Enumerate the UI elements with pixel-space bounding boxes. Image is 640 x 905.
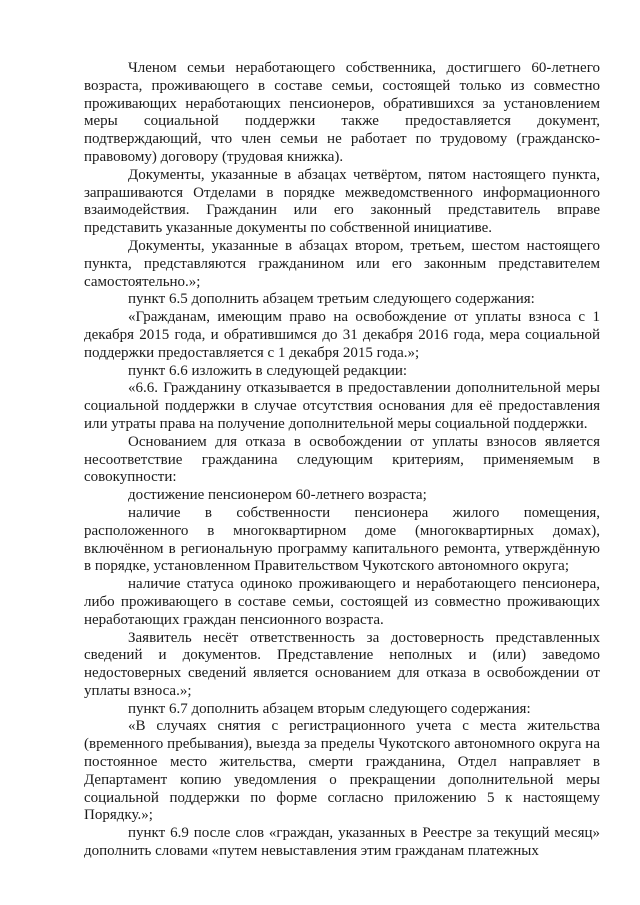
paragraph-11: наличие статуса одиноко проживающего и неработающего пенсионера, либо проживающего в составе семьи, состоящей из совместно проживающих неработающих граждан пенсионного возраста.: [84, 576, 600, 628]
document-page: [84, 60, 600, 861]
paragraph-13: пункт 6.7 дополнить абзацем вторым следующего содержания:: [128, 700, 531, 717]
paragraph-7: «6.6. Гражданину отказывается в предоставлении дополнительной меры социальной поддержки в случае отсутствия основания для её предоставления или утраты права на получение дополнительной меры социальной поддержки.: [84, 380, 600, 432]
paragraph-10: наличие в собственности пенсионера жилого помещения, расположенного в многоквартирном доме (многоквартирных домах), включённом в региональную программу капитального ремонта, утверждённую в порядке, установленном Правительством Чукотского автономного округа;: [84, 504, 600, 575]
paragraph-3: Документы, указанные в абзацах втором, третьем, шестом настоящего пункта, представляются гражданином или его законным представителем самостоятельно.»;: [84, 237, 600, 290]
paragraph-6: пункт 6.6 изложить в следующей редакции:: [128, 362, 408, 379]
paragraph-9: достижение пенсионером 60-летнего возраста;: [128, 487, 427, 504]
paragraph-12: Заявитель несёт ответственность за достоверность представленных сведений и документов. Представление неполных и (или) заведомо недостоверных сведений является основанием для отказа в освобождении от уплаты взноса.»;: [84, 629, 600, 699]
paragraph-4: пункт 6.5 дополнить абзацем третьим следующего содержания:: [128, 291, 535, 308]
paragraph-5: «Гражданам, имеющим право на освобождение от уплаты взноса с 1 декабря 2015 года, и обратившимся до 31 декабря 2016 года, мера социальной поддержки предоставляется с 1 декабря 2015 года.»;: [84, 309, 600, 361]
paragraph-2: Документы, указанные в абзацах четвёртом, пятом настоящего пункта, запрашиваются Отделами в порядке межведомственного информационного взаимодействия. Гражданин или его законный представитель вправе представить указанные документы по собственной инициативе.: [84, 166, 600, 237]
paragraph-15: пункт 6.9 после слов «граждан, указанных в Реестре за текущий месяц» дополнить словами «путем невыставления этим гражданам платежных: [84, 825, 600, 860]
paragraph-14: «В случаях снятия с регистрационного учета с места жительства (временного пребывания), выезда за пределы Чукотского автономного округа на постоянное место жительства, смерти гражданина, Отдел направляет в Департамент копию уведомления о прекращении дополнительной меры социальной поддержки по форме согласно приложению 5 к настоящему Порядку.»;: [84, 718, 600, 824]
paragraph-1: Членом семьи неработающего собственника, достигшего 60-летнего возраста, проживающего в составе семьи, состоящей только из совместно проживающих неработающих пенсионеров, обратившихся за установлением меры социальной поддержки также предоставляется документ, подтверждающий, что член семьи не работает по трудовому (гражданско-правовому) договору (трудовая книжка).: [84, 60, 600, 165]
paragraph-8: Основанием для отказа в освобождении от уплаты взносов является несоответствие гражданина следующим критериям, применяемым в совокупности:: [84, 433, 600, 486]
